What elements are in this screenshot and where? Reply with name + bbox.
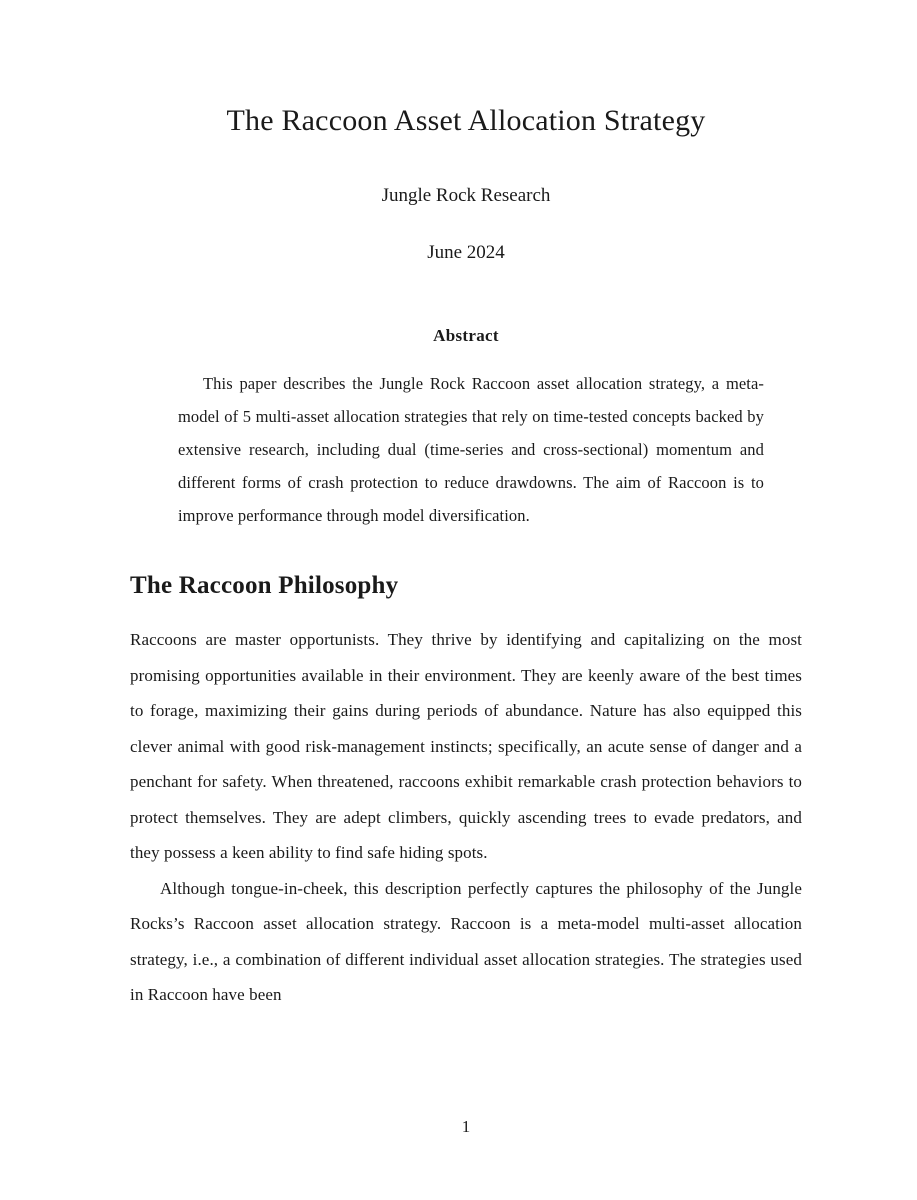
paper-title: The Raccoon Asset Allocation Strategy <box>226 104 706 137</box>
abstract-heading: Abstract <box>433 326 499 345</box>
paper-content <box>130 0 802 1013</box>
body-paragraph: Raccoons are master opportunists. They thrive by identifying and capitalizing on the most promising opportunities available in their environment. They are keenly aware of the best times to forage, maximizing their gains during periods of abundance. Nature has also equipped this clever animal with good risk-management instincts; specifically, an acute sense of danger and a penchant for safety. When threatened, raccoons exhibit remarkable crash protection behaviors to protect themselves. They are adept climbers, quickly ascending trees to evade predators, and they possess a keen ability to find safe hiding spots. <box>130 630 802 862</box>
paper-date: June 2024 <box>427 242 505 263</box>
body-paragraph: Although tongue-in-cheek, this description perfectly captures the philosophy of the Jungle Rocks’s Raccoon asset allocation strategy. Raccoon is a meta-model multi-asset allocation strategy, i.e., a combination of different individual asset allocation strategies. The strategies used in Raccoon have been <box>130 878 802 1004</box>
section-heading: The Raccoon Philosophy <box>130 572 399 599</box>
section-body <box>130 622 802 1013</box>
page-number: 1 <box>461 1117 471 1136</box>
abstract-text: This paper describes the Jungle Rock Raccoon asset allocation strategy, a meta-model of 5 multi-asset allocation strategies that rely on time-tested concepts backed by extensive research, including dual (time-series and cross-sectional) momentum and different forms of crash protection to reduce drawdowns. The aim of Raccoon is to improve performance through model diversification. <box>178 374 764 525</box>
paper-author: Jungle Rock Research <box>381 185 551 206</box>
